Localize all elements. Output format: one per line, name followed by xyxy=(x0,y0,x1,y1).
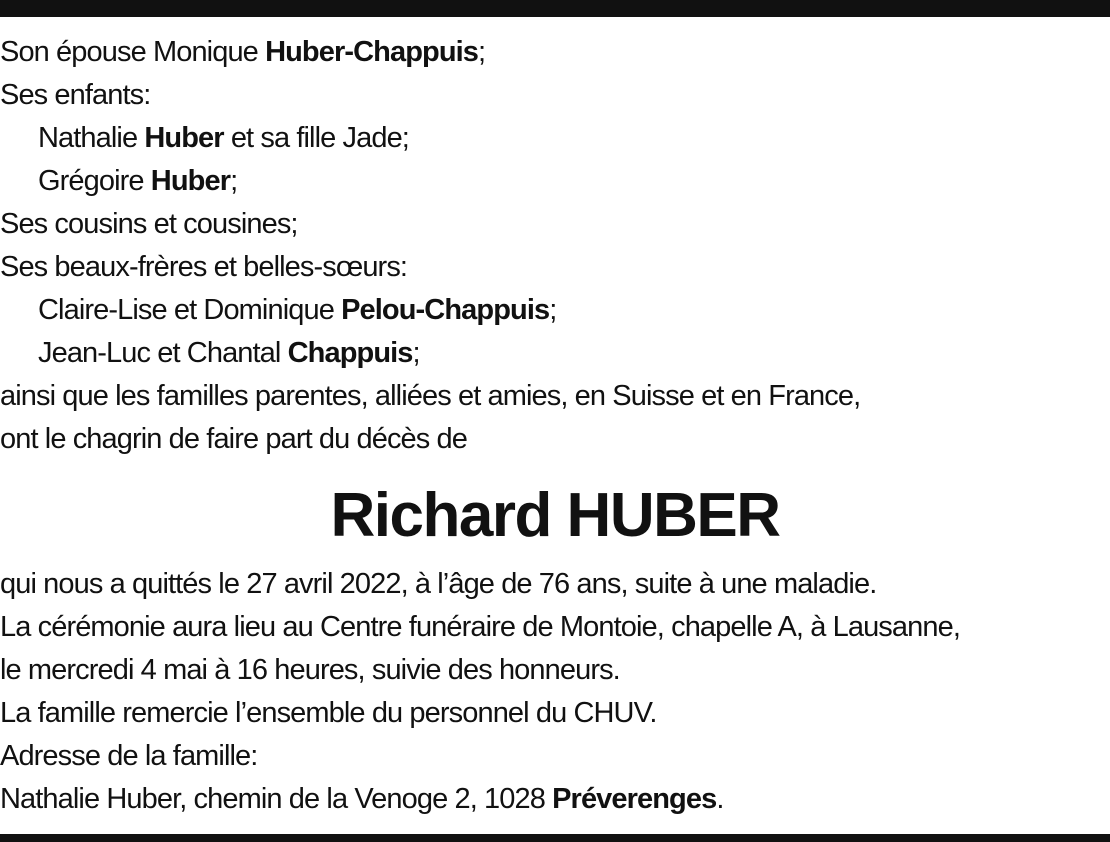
child-2-surname: Huber xyxy=(150,165,231,197)
in-laws-heading: Ses beaux-frères et belles-sœurs: xyxy=(0,251,408,283)
announcement-line: ont le chagrin de faire part du décès de xyxy=(0,423,467,455)
details-line-2: La cérémonie aura lieu au Centre funéraire de Montoie, chapelle A, à Lausanne, xyxy=(0,611,960,643)
details-line-1: qui nous a quittés le 27 avril 2022, à l’âge de 76 ans, suite à une maladie. xyxy=(0,568,877,600)
in-law-1-first-names: Claire-Lise et Dominique xyxy=(38,294,342,326)
in-law-1-end: ; xyxy=(549,294,557,326)
spouse-end: ; xyxy=(478,36,486,68)
address-town: Préverenges xyxy=(552,783,717,815)
in-law-line-2 xyxy=(0,332,1110,375)
top-border-rule xyxy=(0,0,1110,17)
child-1-first-name: Nathalie xyxy=(38,122,145,154)
address-end: . xyxy=(716,783,724,815)
child-2-first-name: Grégoire xyxy=(38,165,151,197)
in-law-2-surname: Chappuis xyxy=(287,337,413,369)
in-law-2-end: ; xyxy=(412,337,420,369)
in-law-2-first-names: Jean-Luc et Chantal xyxy=(38,337,288,369)
details-block xyxy=(0,563,1110,821)
in-law-line-1 xyxy=(0,289,1110,332)
details-line-3: le mercredi 4 mai à 16 heures, suivie des honneurs. xyxy=(0,654,620,686)
child-line-1 xyxy=(0,117,1110,160)
details-line-4: La famille remercie l’ensemble du personnel du CHUV. xyxy=(0,697,657,729)
children-heading: Ses enfants: xyxy=(0,79,151,111)
address-text: Nathalie Huber, chemin de la Venoge 2, 1028 xyxy=(0,783,553,815)
child-line-2 xyxy=(0,160,1110,203)
child-1-surname: Huber xyxy=(144,122,224,154)
address-line xyxy=(0,778,1110,821)
family-list xyxy=(0,31,1110,461)
in-law-1-surname: Pelou-Chappuis xyxy=(341,294,550,326)
child-2-end: ; xyxy=(230,165,238,197)
spouse-text: Son épouse Monique xyxy=(0,36,266,68)
bottom-border-rule xyxy=(0,834,1110,842)
spouse-line xyxy=(0,31,1110,74)
spouse-surname: Huber-Chappuis xyxy=(265,36,479,68)
details-line-5: Adresse de la famille: xyxy=(0,740,258,772)
deceased-name: Richard HUBER xyxy=(330,481,780,550)
cousins-line: Ses cousins et cousines; xyxy=(0,208,298,240)
child-1-rest: et sa fille Jade; xyxy=(223,122,409,154)
families-line: ainsi que les familles parentes, alliées et amies, en Suisse et en France, xyxy=(0,380,861,412)
